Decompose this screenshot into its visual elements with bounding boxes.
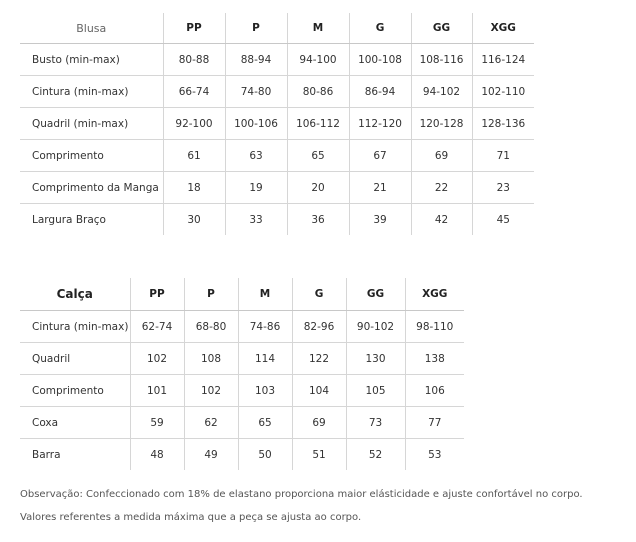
table-cell: 120-128 (411, 108, 472, 140)
table-cell: 108-116 (411, 44, 472, 76)
table-cell: 53 (405, 439, 464, 471)
table-cell: 66-74 (163, 76, 225, 108)
table-cell: 92-100 (163, 108, 225, 140)
table-cell: 23 (472, 172, 534, 204)
table-cell: 103 (238, 375, 292, 407)
table-row (20, 311, 464, 343)
table-cell: 80-86 (287, 76, 349, 108)
table-cell: 102 (184, 375, 238, 407)
table-cell: 88-94 (225, 44, 287, 76)
row-label: Coxa (20, 407, 130, 439)
table-cell: 100-108 (349, 44, 411, 76)
table-cell: 63 (225, 140, 287, 172)
table-row (20, 108, 534, 140)
table-cell: 86-94 (349, 76, 411, 108)
table-cell: 104 (292, 375, 346, 407)
row-label: Cintura (min-max) (20, 311, 130, 343)
table-cell: 98-110 (405, 311, 464, 343)
table-cell: 52 (346, 439, 405, 471)
blusa-size-pp: PP (163, 13, 225, 44)
table-row (20, 44, 534, 76)
row-label: Comprimento da Manga (20, 172, 163, 204)
table-cell: 69 (411, 140, 472, 172)
calca-size-gg: GG (346, 278, 405, 311)
row-label: Quadril (min-max) (20, 108, 163, 140)
table-cell: 62-74 (130, 311, 184, 343)
calca-title: Calça (20, 278, 130, 311)
table-cell: 106 (405, 375, 464, 407)
table-cell: 100-106 (225, 108, 287, 140)
table-cell: 112-120 (349, 108, 411, 140)
table-cell: 50 (238, 439, 292, 471)
blusa-size-gg: GG (411, 13, 472, 44)
table-cell: 61 (163, 140, 225, 172)
table-cell: 94-102 (411, 76, 472, 108)
row-label: Cintura (min-max) (20, 76, 163, 108)
max-measure-note: Valores referentes a medida máxima que a peça se ajusta ao corpo. (20, 512, 362, 523)
blusa-size-g: G (349, 13, 411, 44)
table-row (20, 140, 534, 172)
row-label: Comprimento (20, 140, 163, 172)
blusa-size-m: M (287, 13, 349, 44)
row-label: Quadril (20, 343, 130, 375)
table-cell: 94-100 (287, 44, 349, 76)
table-row (20, 375, 464, 407)
table-cell: 69 (292, 407, 346, 439)
table-cell: 80-88 (163, 44, 225, 76)
table-cell: 21 (349, 172, 411, 204)
table-cell: 18 (163, 172, 225, 204)
table-cell: 73 (346, 407, 405, 439)
table-row (20, 407, 464, 439)
table-cell: 102-110 (472, 76, 534, 108)
table-cell: 42 (411, 204, 472, 236)
table-cell: 30 (163, 204, 225, 236)
table-row (20, 172, 534, 204)
blusa-size-p: P (225, 13, 287, 44)
table-cell: 51 (292, 439, 346, 471)
table-cell: 49 (184, 439, 238, 471)
table-cell: 33 (225, 204, 287, 236)
calca-size-table (20, 278, 464, 470)
table-cell: 106-112 (287, 108, 349, 140)
table-row (20, 76, 534, 108)
table-cell: 39 (349, 204, 411, 236)
table-row (20, 204, 534, 236)
table-cell: 108 (184, 343, 238, 375)
table-cell: 59 (130, 407, 184, 439)
blusa-header-row (20, 13, 534, 44)
calca-size-xgg: XGG (405, 278, 464, 311)
blusa-title: Blusa (20, 13, 163, 44)
calca-size-m: M (238, 278, 292, 311)
table-cell: 65 (287, 140, 349, 172)
table-cell: 48 (130, 439, 184, 471)
row-label: Comprimento (20, 375, 130, 407)
table-cell: 68-80 (184, 311, 238, 343)
table-cell: 67 (349, 140, 411, 172)
table-cell: 114 (238, 343, 292, 375)
table-cell: 65 (238, 407, 292, 439)
table-cell: 71 (472, 140, 534, 172)
elastane-note: Observação: Confeccionado com 18% de elastano proporciona maior elásticidade e ajuste confortável no corpo. (20, 489, 583, 500)
table-cell: 20 (287, 172, 349, 204)
table-row (20, 343, 464, 375)
table-cell: 90-102 (346, 311, 405, 343)
calca-size-pp: PP (130, 278, 184, 311)
table-cell: 19 (225, 172, 287, 204)
row-label: Largura Braço (32, 213, 106, 226)
table-cell: 62 (184, 407, 238, 439)
table-cell: 130 (346, 343, 405, 375)
calca-size-p: P (184, 278, 238, 311)
table-cell: 36 (287, 204, 349, 236)
table-cell: 82-96 (292, 311, 346, 343)
table-row (20, 439, 464, 471)
row-label: Busto (min-max) (20, 44, 163, 76)
table-cell: 77 (405, 407, 464, 439)
table-cell: 74-86 (238, 311, 292, 343)
blusa-size-xgg: XGG (472, 13, 534, 44)
table-cell: 102 (130, 343, 184, 375)
table-cell: 128-136 (472, 108, 534, 140)
calca-header-row (20, 278, 464, 311)
table-cell: 116-124 (472, 44, 534, 76)
table-cell: 74-80 (225, 76, 287, 108)
row-label: Barra (32, 448, 61, 461)
table-cell: 101 (130, 375, 184, 407)
table-cell: 138 (405, 343, 464, 375)
table-cell: 122 (292, 343, 346, 375)
blusa-size-table (20, 13, 534, 235)
table-cell: 22 (411, 172, 472, 204)
calca-size-g: G (292, 278, 346, 311)
table-cell: 105 (346, 375, 405, 407)
table-cell: 45 (472, 204, 534, 236)
